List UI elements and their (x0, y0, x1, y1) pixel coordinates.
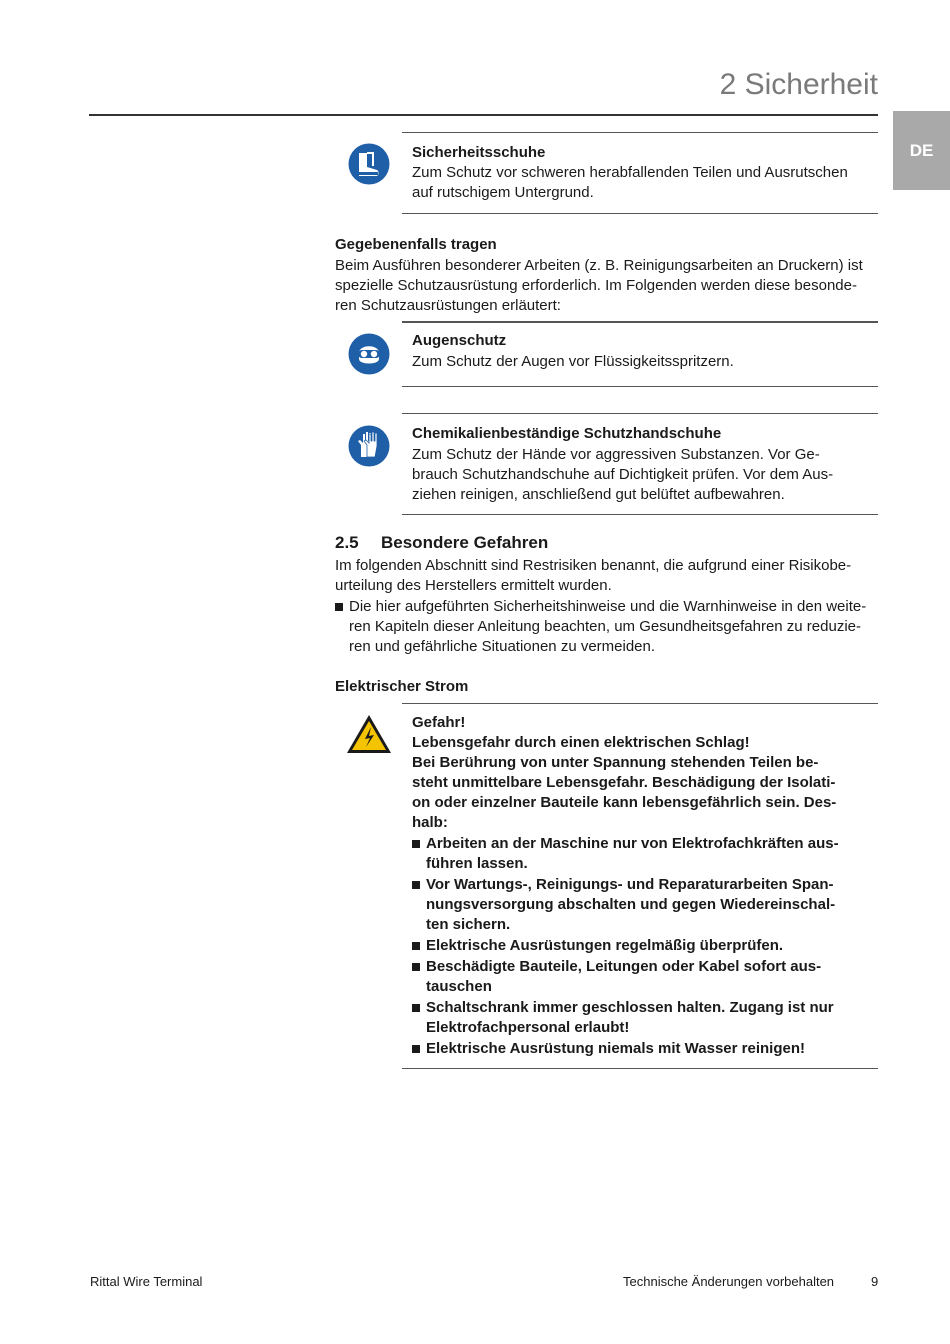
danger-bullet-5 (412, 998, 874, 1038)
danger-bullet-2-line-1: Vor Wartungs-, Reinigungs- und Reparaturarbeiten Span- (412, 875, 874, 895)
section-title: Besondere Gefahren (381, 533, 549, 552)
danger-bullet-2 (412, 875, 874, 935)
optional-ppe-line-2: spezielle Schutzausrüstung erforderlich. Im Folgenden werden diese besonde- (335, 277, 857, 294)
section-intro-line-2: urteilung des Herstellers ermittelt wurden. (335, 577, 612, 594)
danger-bullet-4-line-2: tauschen (426, 978, 492, 995)
danger-bullet-1 (412, 834, 874, 874)
danger-bullet-6-line-1: Elektrische Ausrüstung niemals mit Wasser reinigen! (412, 1039, 874, 1059)
electrical-hazard-icon (345, 713, 393, 755)
danger-signal-word: Gefahr! (412, 714, 466, 731)
optional-ppe-line-3: ren Schutzausrüstungen erläutert: (335, 297, 561, 314)
section-bullet-line-3: ren und gefährliche Situationen zu vermeiden. (349, 638, 656, 655)
ppe-shoes-title: Sicherheitsschuhe (412, 144, 546, 161)
danger-headline: Lebensgefahr durch einen elektrischen Schlag! (412, 734, 750, 751)
danger-bullet-2-line-2: nungsversorgung abschalten und gegen Wiedereinschal- (426, 896, 836, 913)
ppe-shoes-line-1: Zum Schutz vor schweren herabfallenden Teilen und Ausrutschen (412, 164, 848, 181)
language-tab[interactable]: DE (893, 111, 950, 190)
danger-line-3: on oder einzelner Bauteile kann lebensgefährlich sein. Des- (412, 794, 837, 811)
danger-text (412, 713, 874, 1059)
danger-bullet-5-line-2: Elektrofachpersonal erlaubt! (426, 1019, 630, 1036)
optional-ppe-heading: Gegebenenfalls tragen (335, 236, 497, 253)
section-bullet-line-1: Die hier aufgeführten Sicherheitshinweise und die Warnhinweise in den weite- (335, 597, 880, 617)
danger-bullet-2-line-3: ten sichern. (426, 916, 511, 933)
danger-bullet-4 (412, 957, 874, 997)
ppe-gloves-title: Chemikalienbeständige Schutzhandschuhe (412, 425, 722, 442)
danger-line-2: steht unmittelbare Lebensgefahr. Beschädigung der Isolati- (412, 774, 836, 791)
section-bullet (335, 597, 880, 657)
protective-gloves-icon (346, 423, 392, 469)
optional-ppe-line-1: Beim Ausführen besonderer Arbeiten (z. B. Reinigungsarbeiten an Druckern) ist (335, 257, 863, 274)
safety-boots-icon (346, 141, 392, 187)
danger-bullet-3-line-1: Elektrische Ausrüstungen regelmäßig überprüfen. (412, 936, 874, 956)
section-bullet-line-2: ren Kapiteln dieser Anleitung beachten, um Gesundheitsgefahren zu reduzie- (349, 618, 861, 635)
ppe-gloves-line-1: Zum Schutz der Hände vor aggressiven Substanzen. Vor Ge- (412, 446, 820, 463)
danger-bullet-3 (412, 936, 874, 956)
chapter-title: 2 Sicherheit (719, 68, 878, 101)
danger-bullet-1-line-2: führen lassen. (426, 855, 528, 872)
danger-bullet-5-line-1: Schaltschrank immer geschlossen halten. Zugang ist nur (412, 998, 874, 1018)
ppe-eyes-line-1: Zum Schutz der Augen vor Flüssigkeitsspritzern. (412, 353, 734, 370)
header-divider (89, 114, 878, 116)
ppe-eyes-title: Augenschutz (412, 332, 507, 349)
section-heading (335, 533, 548, 553)
ppe-gloves-line-2: brauch Schutzhandschuhe auf Dichtigkeit prüfen. Vor dem Aus- (412, 466, 834, 483)
danger-bullet-4-line-1: Beschädigte Bauteile, Leitungen oder Kabel sofort aus- (412, 957, 874, 977)
eye-protection-icon (346, 331, 392, 377)
danger-line-4: halb: (412, 814, 448, 831)
footer-note: Technische Änderungen vorbehalten (623, 1274, 835, 1289)
section-number: 2.5 (335, 533, 359, 552)
page-number: 9 (871, 1274, 879, 1289)
danger-bullet-6 (412, 1039, 874, 1059)
danger-line-1: Bei Berührung von unter Spannung stehenden Teilen be- (412, 754, 819, 771)
ppe-shoes-line-2: auf rutschigem Untergrund. (412, 184, 594, 201)
ppe-gloves-line-3: ziehen reinigen, anschließend gut belüftet aufbewahren. (412, 486, 785, 503)
electric-heading: Elektrischer Strom (335, 678, 469, 695)
section-intro-line-1: Im folgenden Abschnitt sind Restrisiken benannt, die aufgrund einer Risikobe- (335, 557, 852, 574)
footer-product: Rittal Wire Terminal (90, 1274, 203, 1289)
danger-bullet-1-line-1: Arbeiten an der Maschine nur von Elektrofachkräften aus- (412, 834, 874, 854)
